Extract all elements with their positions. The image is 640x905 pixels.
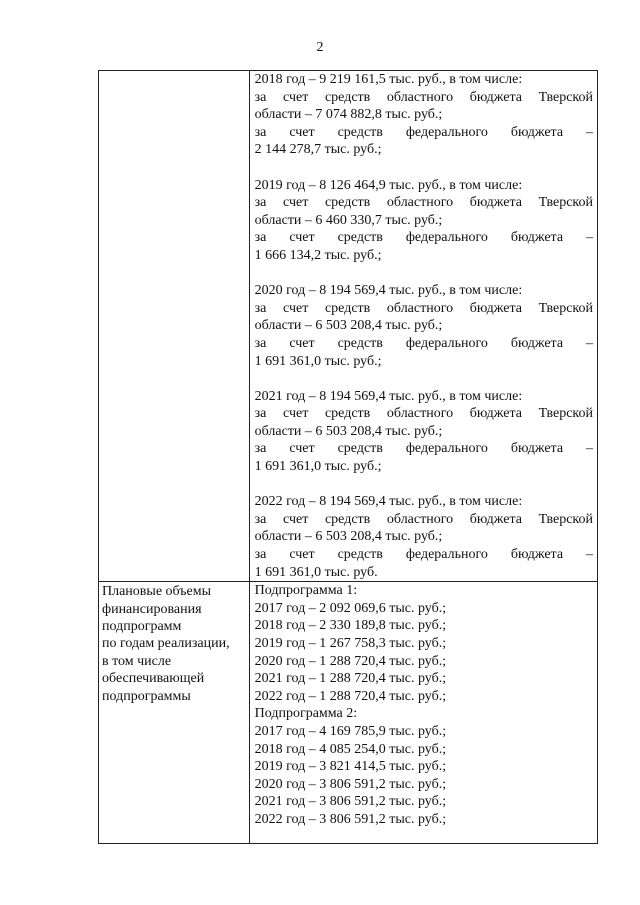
federal-budget-amount: 1 691 361,0 тыс. руб.: [254, 564, 378, 580]
federal-budget-line: за счет средств федерального бюджета –: [254, 230, 593, 246]
planned-volumes-label: [99, 582, 249, 705]
federal-budget-amount: 1 666 134,2 тыс. руб.;: [254, 247, 382, 263]
subprogram-year: 2020 год – 3 806 591,2 тыс. руб.;: [254, 776, 447, 792]
regional-budget-amount: области – 6 503 208,4 тыс. руб.;: [254, 318, 443, 334]
federal-budget-amount: 2 144 278,7 тыс. руб.;: [254, 142, 382, 158]
label-line: подпрограммы: [102, 688, 191, 704]
subprogram-year: 2021 год – 3 806 591,2 тыс. руб.;: [254, 794, 447, 810]
label-line: Плановые объемы: [102, 584, 212, 600]
year-block-2022: [255, 493, 593, 581]
year-total: 2021 год – 8 194 569,4 тыс. руб., в том числе:: [254, 388, 523, 404]
funding-by-year-row: [99, 71, 598, 582]
subprogram-title: Подпрограмма 2:: [254, 706, 358, 722]
regional-budget-line: за счет средств областного бюджета Тверской: [254, 89, 593, 105]
federal-budget-amount: 1 691 361,0 тыс. руб.;: [254, 459, 382, 475]
subprogram-year: 2018 год – 2 330 189,8 тыс. руб.;: [254, 618, 447, 634]
federal-budget-amount: 1 691 361,0 тыс. руб.;: [254, 353, 382, 369]
label-line: в том числе: [102, 653, 172, 669]
empty-label-cell: [99, 71, 250, 582]
regional-budget-amount: области – 6 503 208,4 тыс. руб.;: [254, 529, 443, 545]
federal-budget-line: за счет средств федерального бюджета –: [254, 124, 593, 140]
page-number: 2: [316, 40, 324, 55]
subprogram-year: 2022 год – 1 288 720,4 тыс. руб.;: [254, 688, 447, 704]
subprogram-2: [255, 705, 593, 828]
year-total: 2022 год – 8 194 569,4 тыс. руб., в том числе:: [254, 494, 523, 510]
regional-budget-amount: области – 6 460 330,7 тыс. руб.;: [254, 212, 443, 228]
year-block-2021: [255, 388, 593, 476]
regional-budget-line: за счет средств областного бюджета Тверской: [254, 511, 593, 527]
subprogram-1: [255, 582, 593, 705]
label-line: обеспечивающей: [102, 671, 205, 687]
funding-years-list: [250, 71, 597, 581]
regional-budget-line: за счет средств областного бюджета Тверской: [254, 195, 593, 211]
regional-budget-line: за счет средств областного бюджета Тверской: [254, 406, 593, 422]
year-block-2018: [255, 71, 593, 159]
planned-volumes-value-cell: [249, 582, 597, 843]
subprogram-year: 2018 год – 4 085 254,0 тыс. руб.;: [254, 741, 447, 757]
regional-budget-amount: области – 6 503 208,4 тыс. руб.;: [254, 423, 443, 439]
subprogram-year: 2022 год – 3 806 591,2 тыс. руб.;: [254, 811, 447, 827]
federal-budget-line: за счет средств федерального бюджета –: [254, 335, 593, 351]
planned-volumes-row: [99, 582, 598, 843]
subprogram-title: Подпрограмма 1:: [254, 583, 358, 599]
regional-budget-amount: области – 7 074 882,8 тыс. руб.;: [254, 107, 443, 123]
subprograms-list: [250, 582, 597, 842]
subprogram-year: 2017 год – 2 092 069,6 тыс. руб.;: [254, 600, 447, 616]
funding-by-year-cell: [249, 71, 597, 582]
year-block-2020: [255, 282, 593, 370]
federal-budget-line: за счет средств федерального бюджета –: [254, 547, 593, 563]
subprogram-year: 2021 год – 1 288 720,4 тыс. руб.;: [254, 671, 447, 687]
year-total: 2020 год – 8 194 569,4 тыс. руб., в том числе:: [254, 283, 523, 299]
label-line: по годам реализации,: [102, 636, 230, 652]
year-total: 2019 год – 8 126 464,9 тыс. руб., в том числе:: [254, 177, 523, 193]
year-total: 2018 год – 9 219 161,5 тыс. руб., в том числе:: [254, 72, 523, 87]
subprogram-year: 2017 год – 4 169 785,9 тыс. руб.;: [254, 723, 447, 739]
regional-budget-line: за счет средств областного бюджета Тверской: [254, 300, 593, 316]
label-line: подпрограмм: [102, 619, 182, 635]
federal-budget-line: за счет средств федерального бюджета –: [254, 441, 593, 457]
subprogram-year: 2020 год – 1 288 720,4 тыс. руб.;: [254, 653, 447, 669]
subprogram-year: 2019 год – 1 267 758,3 тыс. руб.;: [254, 636, 447, 651]
subprogram-year: 2019 год – 3 821 414,5 тыс. руб.;: [254, 759, 447, 775]
planned-volumes-label-cell: [99, 582, 250, 843]
label-line: финансирования: [102, 601, 202, 617]
funding-table: [98, 70, 598, 844]
year-block-2019: [255, 177, 593, 265]
